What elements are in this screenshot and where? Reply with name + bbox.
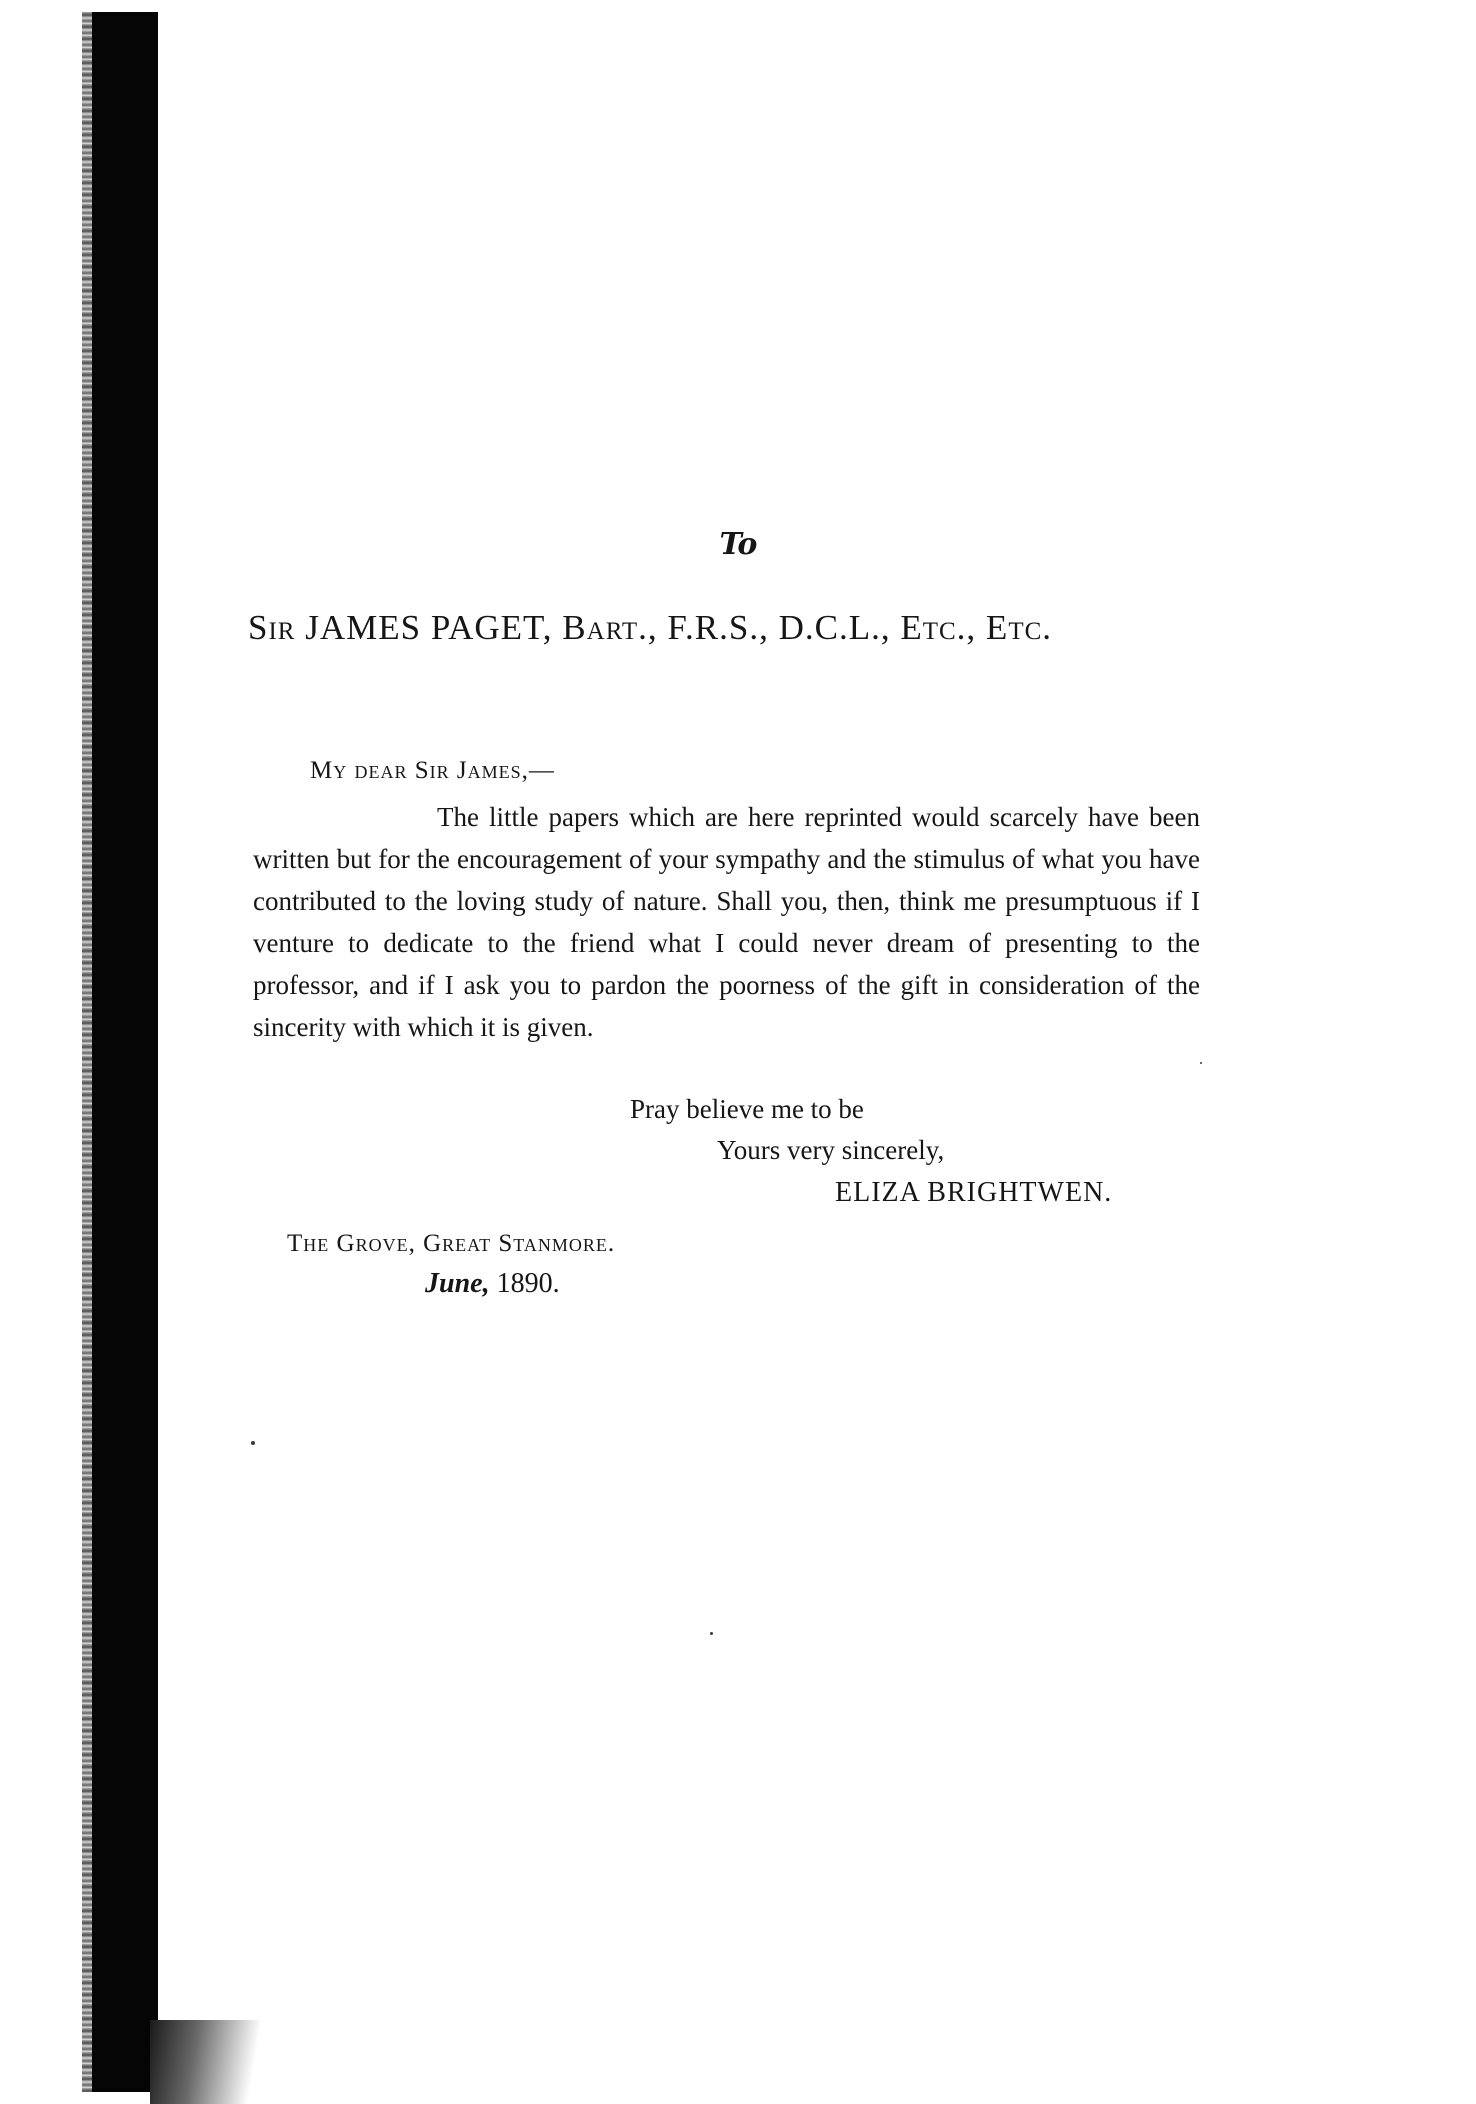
dedication-body (253, 796, 1200, 1048)
date-month: June, (425, 1268, 490, 1299)
dedicatee-line: Sir JAMES PAGET, Bart., F.R.S., D.C.L., Etc., Etc. (248, 608, 1053, 647)
date-year: 1890. (496, 1268, 560, 1299)
dedication-body-text: The little papers which are here reprinted would scarcely have been written but for the encouragement of your sympathy and the stimulus of what you have contributed to the loving study of nature. Shall you, then, think me presumptuous if I venture to dedicate to the friend what I could never dream of presenting to the professor, and if I ask you to pardon the poorness of the gift in consideration of the sincerity with which it is given. (253, 802, 1200, 1042)
scan-gutter-shadow (92, 12, 158, 2092)
scan-speck (1200, 1062, 1202, 1064)
scan-speck (710, 1632, 713, 1635)
closing-line-1: Pray believe me to be (630, 1094, 864, 1124)
signature: ELIZA BRIGHTWEN. (835, 1177, 1113, 1208)
salutation: My dear Sir James,— (310, 757, 555, 784)
date-line (425, 1268, 560, 1300)
scan-speck (251, 1441, 255, 1445)
dedication-heading: To (719, 527, 757, 562)
closing-line-2: Yours very sincerely, (717, 1135, 945, 1165)
place-line: The Grove, Great Stanmore. (287, 1230, 616, 1257)
scan-gutter-corner (150, 2020, 260, 2104)
